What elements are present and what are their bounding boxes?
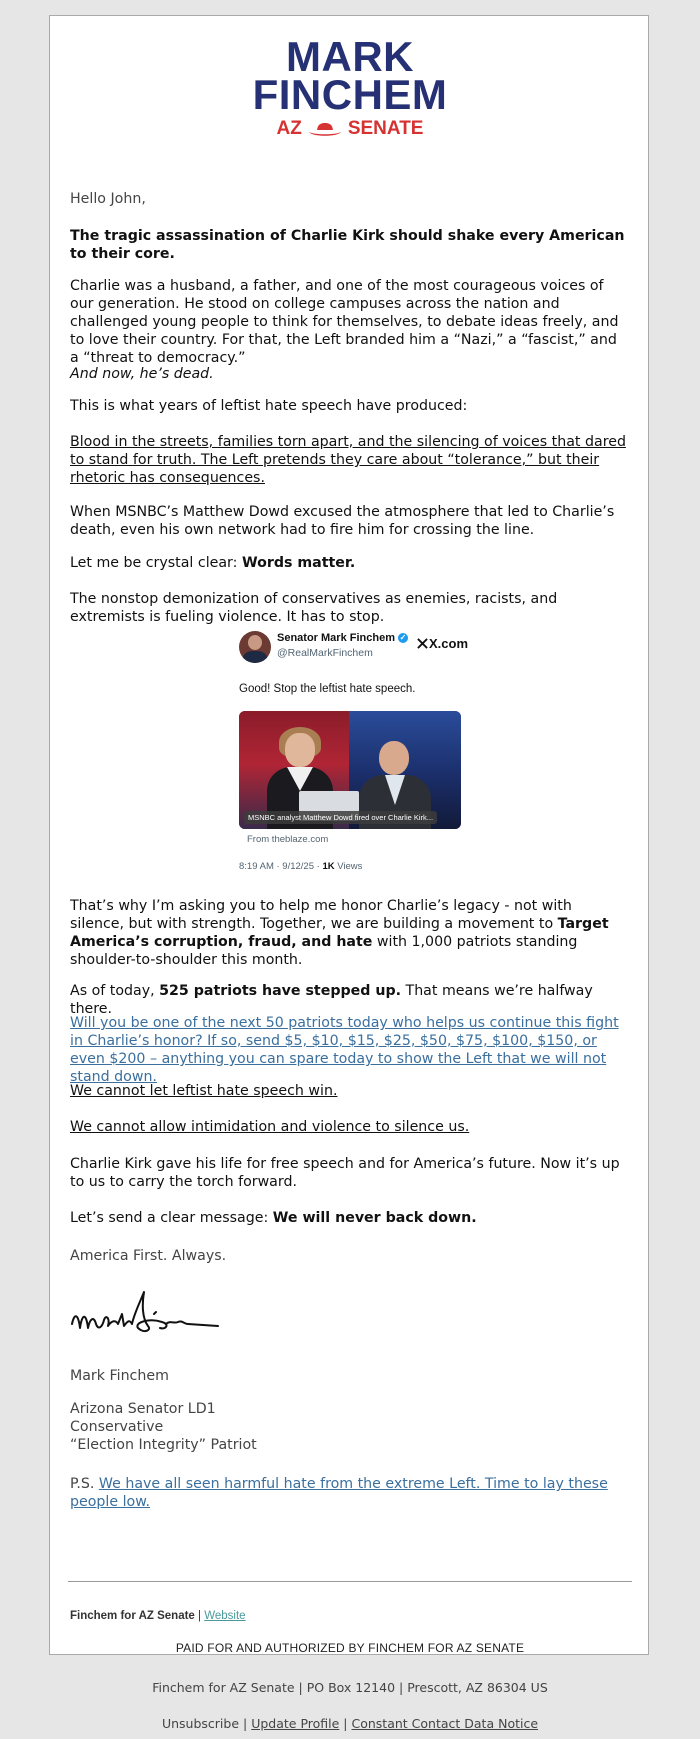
ps-link[interactable]: We have all seen harmful hate from the extreme Left. Time to lay these people low. bbox=[70, 1476, 608, 1510]
tweet-image-caption: MSNBC analyst Matthew Dowd fired over Charlie Kirk... bbox=[244, 811, 437, 824]
tweet-text: Good! Stop the leftist hate speech. bbox=[239, 683, 416, 695]
tweet-meta bbox=[239, 861, 362, 872]
text-bold: Target America’s corruption, fraud, and hate bbox=[70, 916, 609, 950]
link-separator: | bbox=[239, 1716, 252, 1731]
logo-office-line bbox=[50, 118, 650, 140]
paragraph bbox=[70, 982, 628, 1018]
text: That means we’re halfway there. bbox=[70, 983, 593, 1017]
headline: The tragic assassination of Charlie Kirk should shake every American to their core. bbox=[70, 228, 625, 262]
closing: America First. Always. bbox=[70, 1248, 227, 1264]
text: Let me be crystal clear: bbox=[70, 555, 242, 571]
footer-org: Finchem for AZ Senate bbox=[70, 1610, 195, 1622]
logo-office: SENATE bbox=[347, 118, 424, 139]
tweet-source bbox=[417, 636, 468, 651]
text-bold: We will never back down. bbox=[272, 1210, 477, 1226]
signer-title: Conservative bbox=[70, 1419, 164, 1435]
avatar bbox=[239, 631, 271, 663]
email-card bbox=[49, 15, 649, 1655]
signer-title: “Election Integrity” Patriot bbox=[70, 1437, 257, 1453]
paragraph bbox=[70, 897, 628, 969]
tweet-views-count: 1K bbox=[322, 861, 335, 872]
logo-name-line2: FINCHEM bbox=[252, 71, 448, 118]
divider bbox=[68, 1581, 632, 1582]
paragraph: Charlie was a husband, a father, and one of the most courageous voices of our generation. He stood on college campuses across the nation and challenged young people to think for themselves, to debate ideas freely, and to love their country. For that, the Left branded him a “Nazi,” a “fascist,” and a “threat to democracy.” bbox=[70, 278, 619, 366]
paragraph: When MSNBC’s Matthew Dowd excused the atmosphere that led to Charlie’s death, even his own network had to fire him for crossing the line. bbox=[70, 504, 615, 538]
footer-separator: | bbox=[194, 1610, 205, 1622]
tweet-author-name: Senator Mark Finchem bbox=[277, 632, 395, 644]
update-profile-link[interactable]: Update Profile bbox=[251, 1716, 340, 1731]
embedded-tweet[interactable] bbox=[239, 629, 479, 874]
tweet-source-label: X.com bbox=[429, 636, 469, 651]
tweet-link-source[interactable]: From theblaze.com bbox=[247, 834, 329, 845]
link-separator: | bbox=[339, 1716, 352, 1731]
text-bold: Words matter. bbox=[241, 555, 356, 571]
tweet-link-image[interactable] bbox=[239, 711, 461, 829]
x-logo-icon bbox=[417, 638, 428, 649]
greeting: Hello John, bbox=[70, 191, 146, 207]
paragraph bbox=[70, 1209, 628, 1227]
verified-badge-icon: ✓ bbox=[399, 633, 407, 643]
ps-label: P.S. bbox=[70, 1476, 99, 1492]
text: As of today, bbox=[70, 983, 160, 999]
paragraph: Blood in the streets, families torn apart, and the silencing of voices that dared to stand for truth. The Left pretends they care about “tolerance,” but their rhetoric has consequences. bbox=[70, 434, 626, 486]
paragraph: Charlie Kirk gave his life for free speech and for America’s future. Now it’s up to us to carry the torch forward. bbox=[70, 1156, 620, 1190]
text: with 1,000 patriots standing shoulder-to-shoulder this month. bbox=[70, 934, 578, 968]
campaign-logo bbox=[50, 33, 650, 140]
tweet-handle: @RealMarkFinchem bbox=[277, 647, 373, 659]
signature bbox=[70, 1284, 220, 1348]
paragraph bbox=[70, 554, 628, 572]
paragraph bbox=[70, 1014, 628, 1086]
unsubscribe-link[interactable]: Unsubscribe bbox=[161, 1716, 240, 1731]
outer-footer-address: Finchem for AZ Senate | PO Box 12140 | Prescott, AZ 86304 US bbox=[152, 1680, 548, 1695]
tweet-author bbox=[277, 632, 408, 644]
data-notice-link[interactable]: Constant Contact Data Notice bbox=[351, 1716, 539, 1731]
tweet-views-label: Views bbox=[334, 861, 363, 872]
text: That’s why I’m asking you to help me honor Charlie’s legacy - not with silence, but with strength. Together, we are building a movement to bbox=[70, 898, 572, 932]
paragraph: We cannot allow intimidation and violence to silence us. bbox=[70, 1119, 470, 1135]
paid-for-disclaimer: PAID FOR AND AUTHORIZED BY FINCHEM FOR AZ SENATE bbox=[175, 1641, 525, 1655]
signer-title: Arizona Senator LD1 bbox=[70, 1401, 216, 1417]
postscript bbox=[70, 1475, 628, 1511]
footer-org-line bbox=[70, 1610, 246, 1622]
text: Let’s send a clear message: bbox=[70, 1210, 273, 1226]
text-bold: 525 patriots have stepped up. bbox=[159, 983, 402, 999]
paragraph: The nonstop demonization of conservatives as enemies, racists, and extremists is fueling violence. It has to stop. bbox=[70, 591, 558, 625]
cowboy-hat-icon bbox=[308, 121, 342, 137]
donate-link[interactable]: Will you be one of the next 50 patriots today who helps us continue this fight in Charlie’s honor? If so, send $5, $10, $15, $25, $50, $75, $100, $150, or even $200 – anything you can spare today to show the Left that we will not stand down. bbox=[70, 1015, 619, 1085]
paragraph: This is what years of leftist hate speech have produced: bbox=[70, 398, 468, 414]
logo-name-line1: MARK bbox=[286, 33, 414, 80]
paragraph: And now, he’s dead. bbox=[70, 366, 214, 382]
tweet-time: 8:19 AM · 9/12/25 · bbox=[239, 861, 323, 872]
signature-name: Mark Finchem bbox=[70, 1368, 169, 1384]
logo-state: AZ bbox=[276, 118, 302, 139]
paragraph: We cannot let leftist hate speech win. bbox=[70, 1083, 338, 1099]
outer-footer-links bbox=[0, 1716, 700, 1731]
website-link[interactable]: Website bbox=[204, 1610, 246, 1622]
